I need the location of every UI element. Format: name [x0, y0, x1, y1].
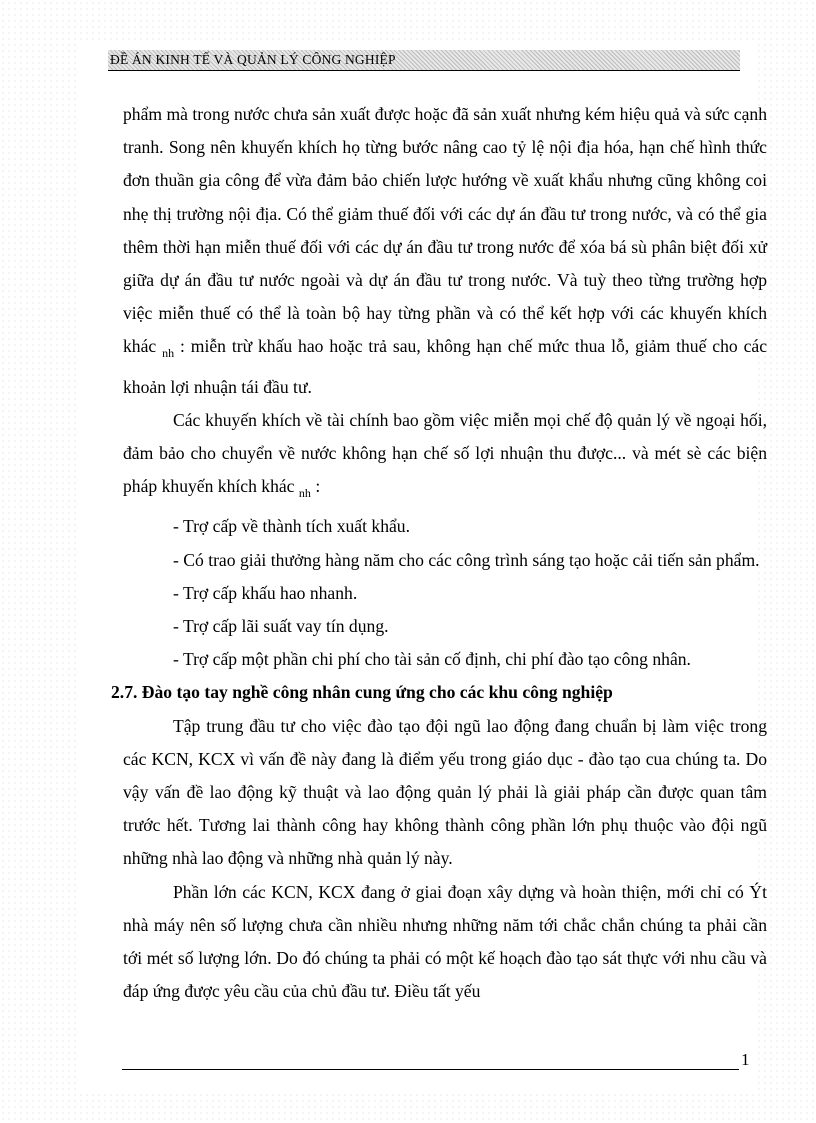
paragraph-2	[123, 404, 767, 511]
paragraph-1-text-cont: : miễn trừ khấu hao hoặc trả sau, không hạn chế mức thua lỗ, giảm thuế cho các khoản lợi nhuận tái đầu tư.	[123, 336, 767, 397]
document-body	[111, 98, 767, 1008]
section-heading: 2.7. Đào tạo tay nghề công nhân cung ứng cho các khu công nghiệp	[111, 682, 613, 703]
list-item: - Trợ cấp lãi suất vay tín dụng.	[173, 616, 389, 637]
header-title: ĐỀ ÁN KINH TẾ VÀ QUẢN LÝ CÔNG NGHIỆP	[110, 52, 396, 67]
running-header	[108, 50, 740, 71]
list-item: - Trợ cấp khấu hao nhanh.	[173, 582, 358, 603]
footer-rule	[122, 1069, 739, 1070]
paragraph-1	[123, 98, 767, 404]
paragraph-3: Tập trung đầu tư cho việc đào tạo đội ngũ lao động đang chuẩn bị làm việc trong các KCN, KCX vì vấn đề này đang là điểm yếu trong giáo dục - đào tạo cua chúng ta. Do vậy vấn đề lao động kỹ thuật và lao động quản lý phải là giải pháp cần được quan tâm trước hết. Tương lai thành công hay không thành công phần lớn phụ thuộc vào đội ngũ những nhà lao động và những nhà quản lý này.	[123, 715, 767, 869]
page-number: 1	[741, 1050, 750, 1069]
paragraph-2-text-cont: :	[315, 476, 321, 497]
list-item: - Trợ cấp một phần chi phí cho tài sản cố định, chi phí đào tạo công nhân.	[173, 649, 691, 670]
subscript-mark: nh	[298, 486, 311, 501]
subscript-mark: nh	[162, 346, 175, 361]
paragraph-4: Phần lớn các KCN, KCX đang ở giai đoạn xây dựng và hoàn thiện, mới chỉ có Ýt nhà máy nên số lượng chưa cần nhiều nhưng những năm tới chắc chắn chúng ta phải cần tới mét số lượng lớn. Do đó chúng ta phải có một kế hoạch đào tạo sát thực với nhu cầu và đáp ứng được yêu cầu của chủ đầu tư. Điều tất yếu	[123, 881, 767, 1002]
paragraph-1-text: phẩm mà trong nước chưa sản xuất được hoặc đã sản xuất nhưng kém hiệu quả và sức cạnh tranh. Song nên khuyến khích họ từng bước nâng cao tỷ lệ nội địa hóa, hạn chế hình thức đơn thuần gia công để vừa đảm bảo chiến lược hướng về xuất khẩu nhưng cũng không coi nhẹ thị trường nội địa. Có thể giảm thuế đối với các dự án đầu tư trong nước, và có thể gia thêm thời hạn miễn thuế đối với các dự án đầu tư trong nước để xóa bá sù phân biệt đối xử giữa dự án đầu tư nước ngoài và dự án đầu tư trong nước. Và tuỳ theo từng trường hợp việc miễn thuế có thể là toàn bộ hay từng phần và có thể kết hợp với các khuyến khích khác	[123, 104, 767, 357]
list-item: - Trợ cấp về thành tích xuất khẩu.	[173, 516, 410, 537]
list-item: - Có trao giải thưởng hàng năm cho các công trình sáng tạo hoặc cải tiến sản phẩm.	[173, 549, 760, 570]
paragraph-2-text: Các khuyến khích về tài chính bao gồm việc miễn mọi chế độ quản lý về ngoại hối, đảm bảo cho chuyển về nước không hạn chế số lợi nhuận thu được... và mét sè các biện pháp khuyến khích khác	[123, 409, 767, 497]
